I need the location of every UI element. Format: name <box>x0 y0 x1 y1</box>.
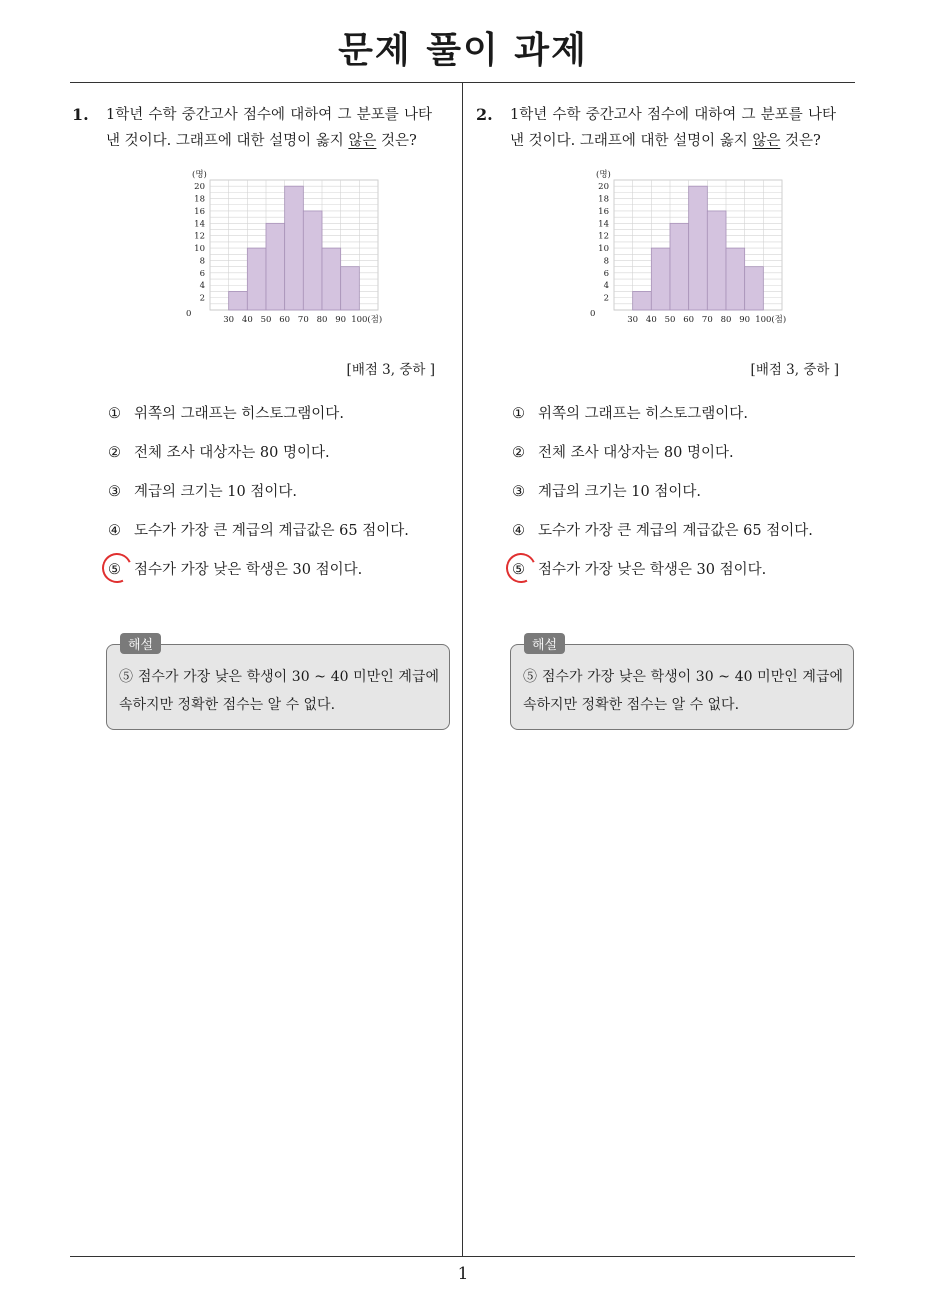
column-divider <box>462 82 463 1256</box>
choice-mark: ① <box>108 406 121 422</box>
y-tick-label: 20 <box>194 182 205 193</box>
choice-text: 계급의 크기는 10 점이다. <box>538 484 701 500</box>
y-tick-label: 12 <box>598 231 609 242</box>
explanation-text: ⑤ 점수가 가장 낮은 학생이 30 ~ 40 미만인 계급에 속하지만 정확한 점수는 알 수 없다. <box>523 669 843 713</box>
histogram-bar <box>633 291 652 310</box>
x-tick-label: 40 <box>241 315 253 325</box>
y-tick-label: 4 <box>199 281 205 292</box>
score-difficulty: [배점 3, 중하 ] <box>750 362 839 378</box>
bottom-divider <box>70 1256 855 1257</box>
choice-mark: ④ <box>512 523 525 539</box>
y-tick-label: 14 <box>598 219 609 230</box>
y-tick-label: 8 <box>199 256 205 267</box>
choice-5[interactable] <box>108 560 409 599</box>
histogram-chart <box>182 168 392 342</box>
explanation-label: 해설 <box>120 633 161 654</box>
x-tick-label: 40 <box>645 315 657 325</box>
x-tick-label: 90 <box>335 315 347 325</box>
choice-mark: ② <box>108 445 121 461</box>
choice-mark: ③ <box>512 484 525 500</box>
y-tick-label: 18 <box>598 194 609 205</box>
choice-text: 전체 조사 대상자는 80 명이다. <box>134 445 330 461</box>
y-axis-label: (명) <box>192 170 207 180</box>
answer-choices <box>512 404 813 599</box>
explanation-box <box>510 638 854 730</box>
choice-text: 도수가 가장 큰 계급의 계급값은 65 점이다. <box>538 523 813 539</box>
histogram-bar <box>266 223 285 310</box>
choice-text: 전체 조사 대상자는 80 명이다. <box>538 445 734 461</box>
choice-4[interactable] <box>512 521 813 560</box>
choice-3[interactable] <box>512 482 813 521</box>
choice-mark: ④ <box>108 523 121 539</box>
choice-1[interactable] <box>108 404 409 443</box>
page-number: 1 <box>457 1264 469 1284</box>
question-2 <box>476 102 843 713</box>
x-tick-label: 80 <box>720 315 732 325</box>
question-text: 1학년 수학 중간고사 점수에 대하여 그 분포를 나타낸 것이다. 그래프에 대한 설명이 옳지 않은 것은? <box>510 107 836 149</box>
x-tick-label: 90 <box>739 315 751 325</box>
choice-text: 계급의 크기는 10 점이다. <box>134 484 297 500</box>
y-tick-label: 20 <box>598 182 609 193</box>
choice-text: 점수가 가장 낮은 학생은 30 점이다. <box>134 562 363 578</box>
choice-mark: ② <box>512 445 525 461</box>
histogram-bar <box>229 291 248 310</box>
y-tick-label: 16 <box>598 206 609 217</box>
x-tick-label: 50 <box>260 315 272 325</box>
histogram-chart <box>586 168 796 342</box>
y-tick-label: 18 <box>194 194 205 205</box>
y-tick-label: 6 <box>199 268 205 279</box>
y-tick-label: 6 <box>603 268 609 279</box>
histogram-bar <box>322 248 341 310</box>
y-tick-label: 16 <box>194 206 205 217</box>
question-header <box>72 102 432 154</box>
question-1 <box>72 102 439 713</box>
emphasis-text: 않은 <box>348 133 377 149</box>
y-tick-label: 12 <box>194 231 205 242</box>
x-tick-label: 60 <box>279 315 291 325</box>
choice-mark: ⑤ <box>512 562 525 578</box>
histogram-bar <box>651 248 670 310</box>
y-tick-label: 10 <box>598 244 609 255</box>
x-axis-label: (점) <box>367 315 383 325</box>
histogram-bar <box>726 248 745 310</box>
x-tick-label: 30 <box>627 315 639 325</box>
histogram-bar <box>670 223 689 310</box>
x-tick-label: 70 <box>701 315 713 325</box>
choice-4[interactable] <box>108 521 409 560</box>
histogram-bar <box>285 186 304 310</box>
x-tick-label: 70 <box>297 315 309 325</box>
histogram-bar <box>247 248 266 310</box>
question-number: 1. <box>72 105 89 124</box>
histogram-svg <box>586 168 796 338</box>
histogram-bar <box>707 211 726 310</box>
x-tick-label: 30 <box>223 315 235 325</box>
y-tick-label: 4 <box>603 281 609 292</box>
choice-text: 점수가 가장 낮은 학생은 30 점이다. <box>538 562 767 578</box>
choice-2[interactable] <box>512 443 813 482</box>
y-tick-label: 8 <box>603 256 609 267</box>
histogram-svg <box>182 168 392 338</box>
explanation-label: 해설 <box>524 633 565 654</box>
choice-2[interactable] <box>108 443 409 482</box>
choice-3[interactable] <box>108 482 409 521</box>
explanation-box <box>106 638 450 730</box>
choice-text: 도수가 가장 큰 계급의 계급값은 65 점이다. <box>134 523 409 539</box>
choice-mark: ③ <box>108 484 121 500</box>
y-tick-label: 2 <box>199 293 205 304</box>
emphasis-text: 않은 <box>752 133 781 149</box>
x-axis-label: (점) <box>771 315 787 325</box>
y-tick-label: 10 <box>194 244 205 255</box>
y-tick-label: 2 <box>603 293 609 304</box>
choice-mark: ① <box>512 406 525 422</box>
question-number: 2. <box>476 105 493 124</box>
histogram-bar <box>689 186 708 310</box>
x-tick-label: 100 <box>351 315 368 325</box>
choice-1[interactable] <box>512 404 813 443</box>
y-tick-label: 14 <box>194 219 205 230</box>
choice-text: 위쪽의 그래프는 히스토그램이다. <box>538 406 748 422</box>
histogram-bar <box>745 267 764 310</box>
x-tick-label: 60 <box>683 315 695 325</box>
choice-mark: ⑤ <box>108 562 121 578</box>
origin-label: 0 <box>186 309 192 319</box>
score-difficulty: [배점 3, 중하 ] <box>346 362 435 378</box>
choice-text: 위쪽의 그래프는 히스토그램이다. <box>134 406 344 422</box>
y-axis-label: (명) <box>596 170 611 180</box>
histogram-bar <box>303 211 322 310</box>
x-tick-label: 50 <box>664 315 676 325</box>
page-title: 문제 풀이 과제 <box>338 30 588 71</box>
histogram-bar <box>341 267 360 310</box>
question-header <box>476 102 836 154</box>
question-text: 1학년 수학 중간고사 점수에 대하여 그 분포를 나타낸 것이다. 그래프에 대한 설명이 옳지 않은 것은? <box>106 107 432 149</box>
origin-label: 0 <box>590 309 596 319</box>
explanation-text: ⑤ 점수가 가장 낮은 학생이 30 ~ 40 미만인 계급에 속하지만 정확한 점수는 알 수 없다. <box>119 669 439 713</box>
x-tick-label: 100 <box>755 315 772 325</box>
choice-5[interactable] <box>512 560 813 599</box>
x-tick-label: 80 <box>316 315 328 325</box>
answer-choices <box>108 404 409 599</box>
